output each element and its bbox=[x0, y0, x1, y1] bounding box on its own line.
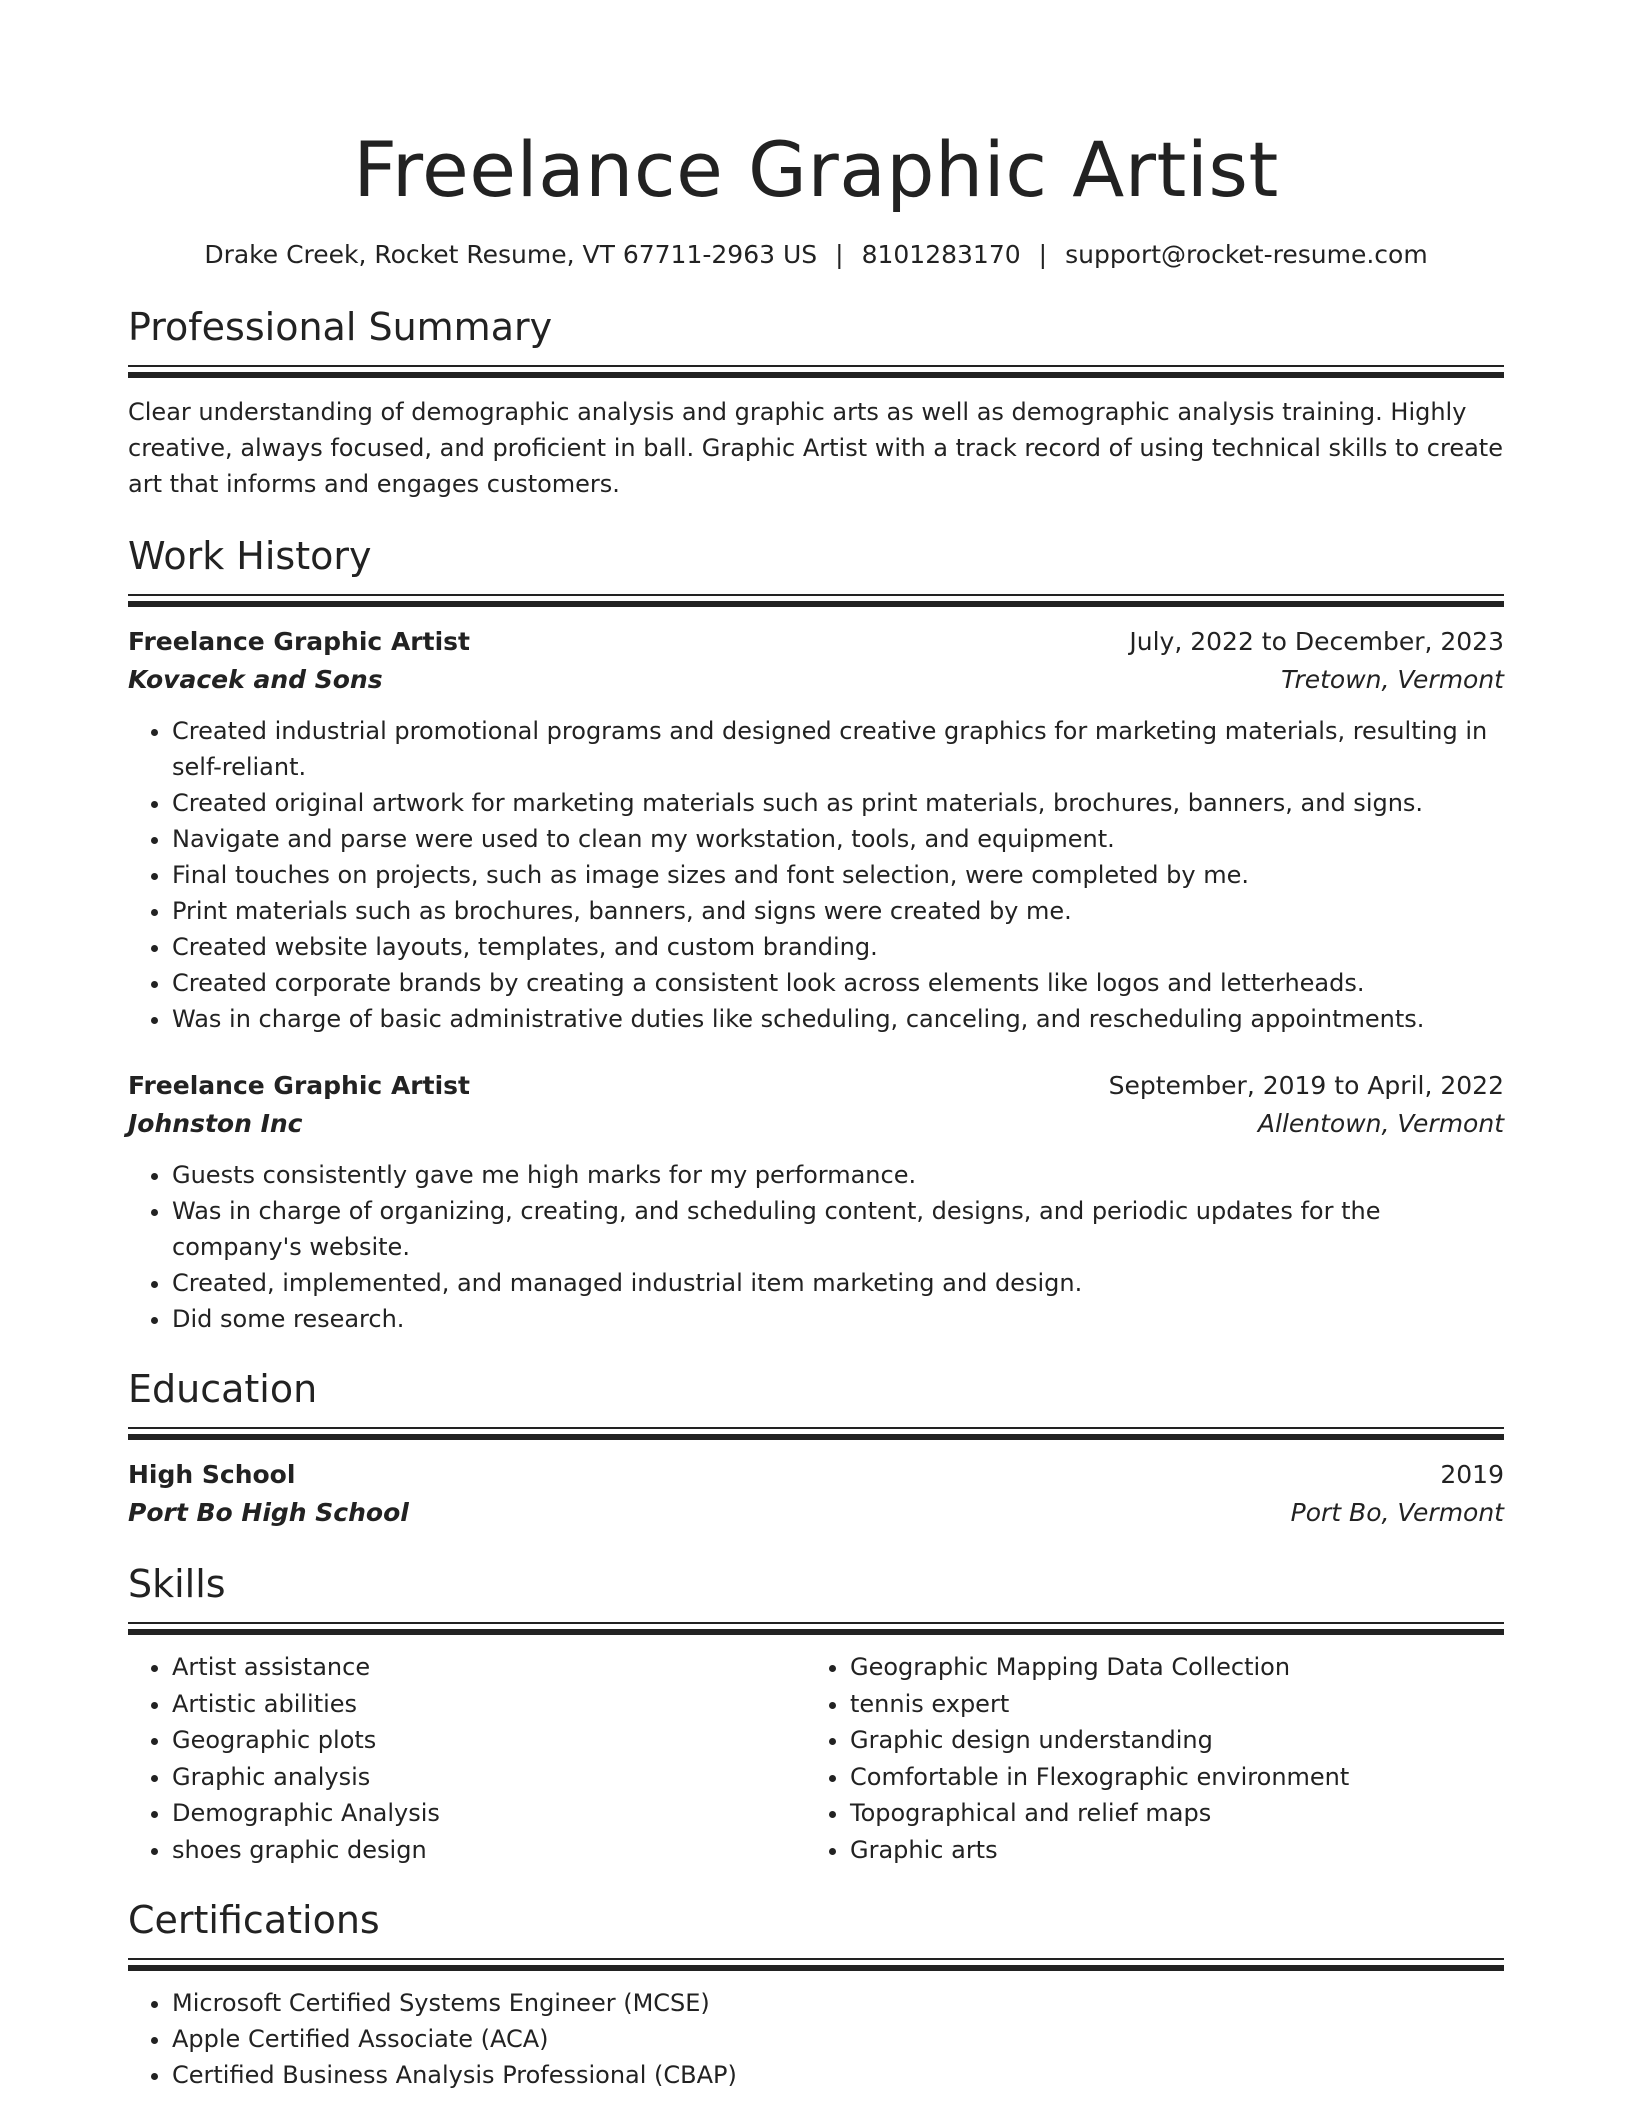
skill-item: • Comfortable in Flexographic environment bbox=[850, 1759, 1484, 1796]
skills-columns bbox=[128, 1649, 1504, 1868]
list-item: • Did some research. bbox=[172, 1301, 1504, 1337]
section-skills bbox=[128, 1560, 1504, 1868]
skill-item: • shoes graphic design bbox=[172, 1832, 806, 1869]
list-item: • Navigate and parse were used to clean my workstation, tools, and equipment. bbox=[172, 821, 1504, 857]
section-title: Work History bbox=[128, 534, 372, 578]
job-company: Kovacek and Sons bbox=[128, 665, 383, 694]
section-divider bbox=[128, 594, 1504, 596]
section-certifications bbox=[128, 1896, 1504, 2093]
skill-item: • Demographic Analysis bbox=[172, 1795, 806, 1832]
skill-item: • Artist assistance bbox=[172, 1649, 806, 1686]
skills-list-right bbox=[806, 1649, 1484, 1868]
section-divider-thick bbox=[128, 601, 1504, 607]
section-divider-thick bbox=[128, 1629, 1504, 1635]
contact-address: Drake Creek, Rocket Resume, VT 67711-2963 US bbox=[204, 240, 818, 269]
certification-item: • Certified Business Analysis Professional (CBAP) bbox=[172, 2057, 1504, 2093]
section-summary bbox=[128, 303, 1504, 502]
job-title: Freelance Graphic Artist bbox=[128, 1071, 470, 1100]
section-divider bbox=[128, 1427, 1504, 1429]
section-divider-thick bbox=[128, 372, 1504, 378]
job-company-row bbox=[128, 1105, 1504, 1143]
section-divider bbox=[128, 1958, 1504, 1960]
list-item: • Created, implemented, and managed industrial item marketing and design. bbox=[172, 1265, 1504, 1301]
certification-item: • Apple Certified Associate (ACA) bbox=[172, 2021, 1504, 2057]
skill-item: • Artistic abilities bbox=[172, 1686, 806, 1723]
job-dates: September, 2019 to April, 2022 bbox=[1108, 1071, 1504, 1100]
job-location: Tretown, Vermont bbox=[1281, 665, 1504, 694]
contact-separator: | bbox=[1038, 240, 1048, 269]
skill-item: • Graphic analysis bbox=[172, 1759, 806, 1796]
section-divider-thick bbox=[128, 1434, 1504, 1440]
job-bullets bbox=[128, 1157, 1504, 1337]
job-header-row bbox=[128, 1067, 1504, 1105]
list-item: • Final touches on projects, such as image sizes and font selection, were completed by me. bbox=[172, 857, 1504, 893]
skill-item: • Graphic design understanding bbox=[850, 1722, 1484, 1759]
summary-text: Clear understanding of demographic analysis and graphic arts as well as demographic analysis training. Highly creative, always focused, and proficient in ball. Graphic Artist with a track record of using technical skills to create art that informs and engages customers. bbox=[128, 398, 1503, 498]
education-degree: High School bbox=[128, 1460, 296, 1489]
certifications-list bbox=[128, 1985, 1504, 2093]
resume-name: Freelance Graphic Artist bbox=[353, 125, 1279, 214]
education-location: Port Bo, Vermont bbox=[1290, 1498, 1504, 1527]
list-item: • Guests consistently gave me high marks for my performance. bbox=[172, 1157, 1504, 1193]
section-divider bbox=[128, 1622, 1504, 1624]
section-title: Skills bbox=[128, 1562, 226, 1606]
job-header-row bbox=[128, 623, 1504, 661]
list-item: • Created website layouts, templates, and custom branding. bbox=[172, 929, 1504, 965]
education-header-row bbox=[128, 1456, 1504, 1494]
section-divider bbox=[128, 365, 1504, 367]
job-location: Allentown, Vermont bbox=[1257, 1109, 1504, 1138]
contact-separator: | bbox=[835, 240, 844, 269]
skills-list-left bbox=[128, 1649, 806, 1868]
contact-line bbox=[128, 238, 1504, 272]
section-work-history bbox=[128, 532, 1504, 1337]
education-school: Port Bo High School bbox=[128, 1498, 409, 1527]
job-entry bbox=[128, 1067, 1504, 1337]
job-dates: July, 2022 to December, 2023 bbox=[1129, 627, 1504, 656]
education-school-row bbox=[128, 1494, 1504, 1532]
job-bullets bbox=[128, 713, 1504, 1037]
section-title: Professional Summary bbox=[128, 305, 553, 349]
list-item: • Was in charge of organizing, creating, and scheduling content, designs, and periodic updates for the company's website. bbox=[172, 1193, 1504, 1265]
skill-item: • Geographic Mapping Data Collection bbox=[850, 1649, 1484, 1686]
section-education bbox=[128, 1365, 1504, 1532]
skill-item: • Geographic plots bbox=[172, 1722, 806, 1759]
list-item: • Was in charge of basic administrative duties like scheduling, canceling, and rescheduling appointments. bbox=[172, 1001, 1504, 1037]
section-title: Certifications bbox=[128, 1898, 380, 1942]
contact-email[interactable]: support@rocket-resume.com bbox=[1065, 240, 1428, 269]
job-company-row bbox=[128, 661, 1504, 699]
job-entry bbox=[128, 623, 1504, 1037]
resume-page bbox=[128, 0, 1504, 2093]
skill-item: • Graphic arts bbox=[850, 1832, 1484, 1869]
certification-item: • Microsoft Certified Systems Engineer (MCSE) bbox=[172, 1985, 1504, 2021]
education-entry bbox=[128, 1456, 1504, 1532]
list-item: • Created original artwork for marketing materials such as print materials, brochures, banners, and signs. bbox=[172, 785, 1504, 821]
section-divider-thick bbox=[128, 1965, 1504, 1971]
job-title: Freelance Graphic Artist bbox=[128, 627, 470, 656]
list-item: • Created industrial promotional programs and designed creative graphics for marketing materials, resulting in self-reliant. bbox=[172, 713, 1504, 785]
section-title: Education bbox=[128, 1367, 318, 1411]
skill-item: • tennis expert bbox=[850, 1686, 1484, 1723]
skill-item: • Topographical and relief maps bbox=[850, 1795, 1484, 1832]
contact-phone: 8101283170 bbox=[861, 240, 1021, 269]
education-year: 2019 bbox=[1440, 1460, 1504, 1489]
list-item: • Created corporate brands by creating a consistent look across elements like logos and letterheads. bbox=[172, 965, 1504, 1001]
job-company: Johnston Inc bbox=[128, 1109, 303, 1138]
list-item: • Print materials such as brochures, banners, and signs were created by me. bbox=[172, 893, 1504, 929]
